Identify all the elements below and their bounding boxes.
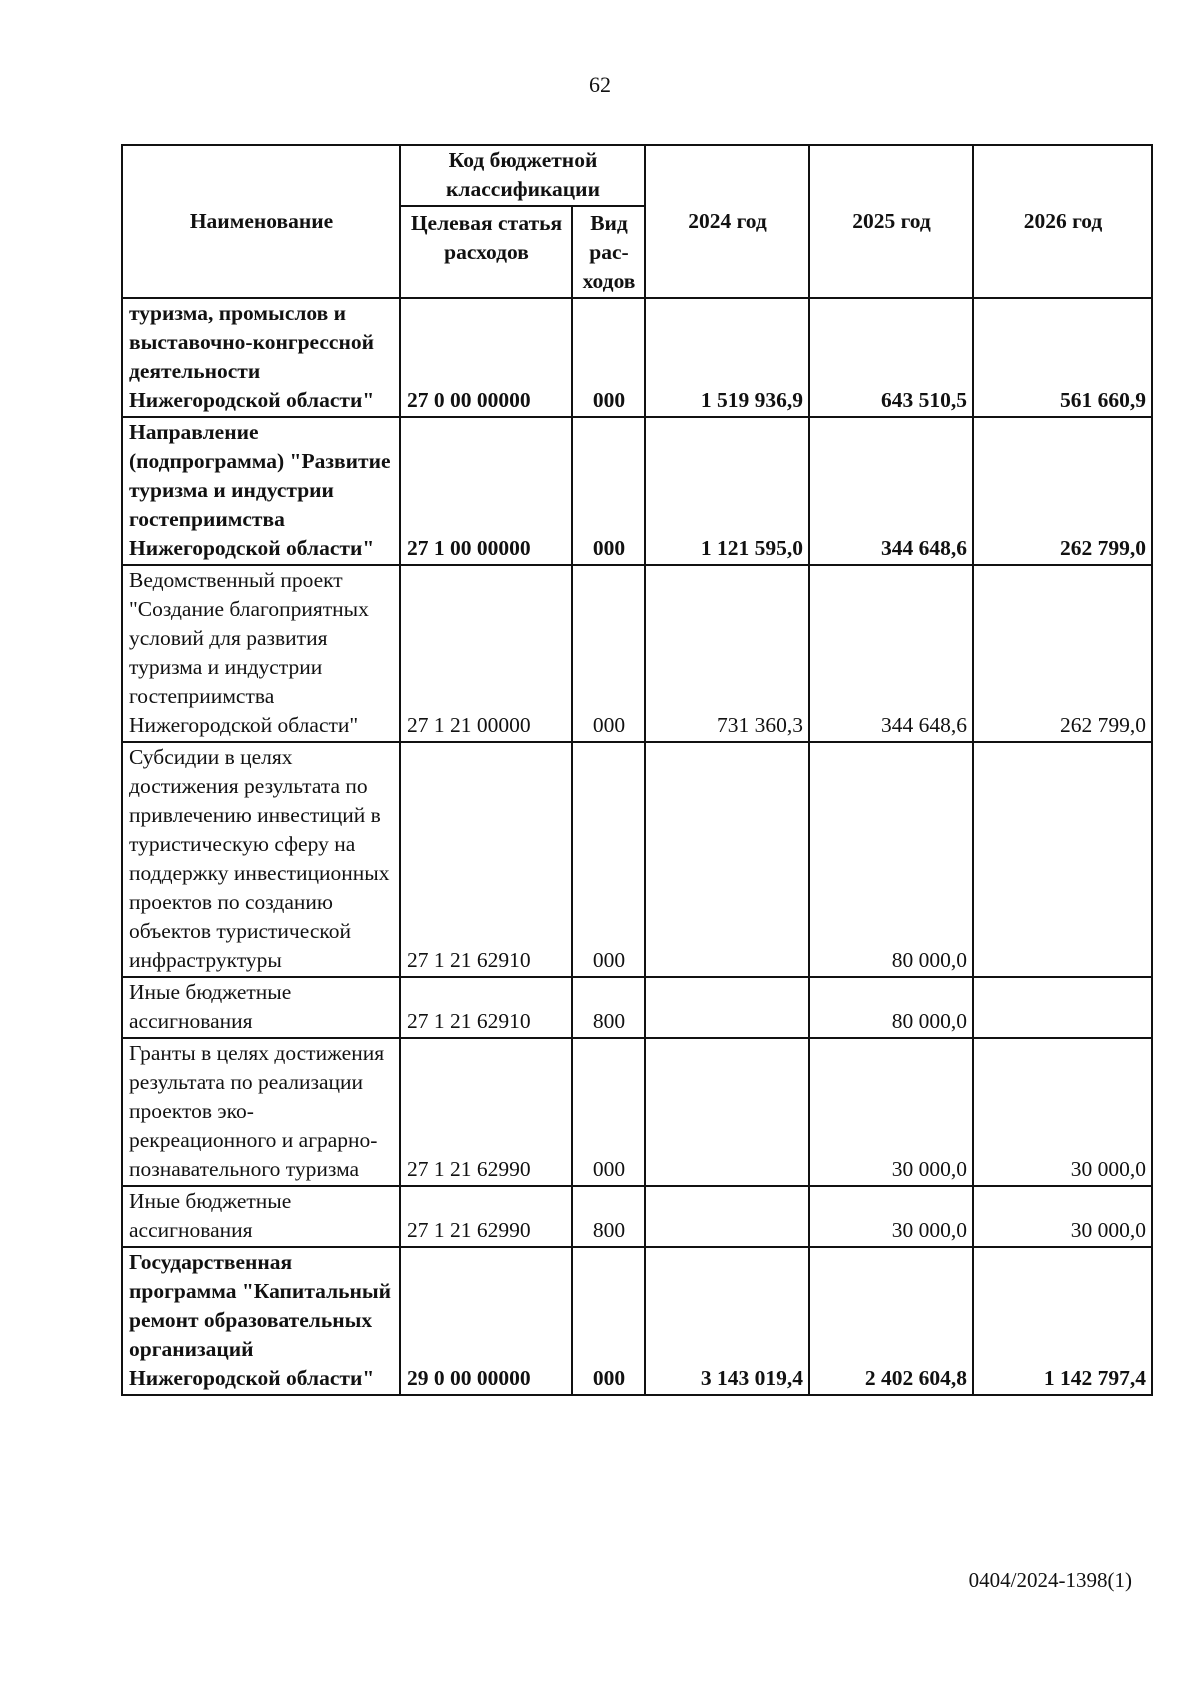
row-name-cell: Направление (подпрограмма) "Развитие туризма и индустрии гостеприимства Нижегородской области": [122, 417, 400, 565]
row-2024-amount-cell: [645, 977, 809, 1038]
row-target-article-cell: 27 1 21 00000: [400, 565, 572, 742]
row-2024-amount-cell: [645, 1186, 809, 1247]
row-name-cell: Субсидии в целях достижения результата по привлечению инвестиций в туристическую сферу на поддержку инвестиционных проектов по созданию объектов туристической инфраструктуры: [122, 742, 400, 977]
row-target-article-cell: 27 0 00 00000: [400, 298, 572, 417]
row-2024-amount-cell: 1 519 936,9: [645, 298, 809, 417]
row-name-cell: Государственная программа "Капитальный ремонт образовательных организаций Нижегородской области": [122, 1247, 400, 1395]
table-row: [122, 565, 1152, 742]
header-expense-type: Вид рас-ходов: [572, 206, 645, 298]
table-row: [122, 1186, 1152, 1247]
table-row: [122, 977, 1152, 1038]
table-row: [122, 417, 1152, 565]
header-2026: 2026 год: [973, 145, 1152, 298]
row-name-cell: Иные бюджетные ассигнования: [122, 1186, 400, 1247]
row-expense-type-cell: 000: [572, 1247, 645, 1395]
row-expense-type-cell: 000: [572, 565, 645, 742]
row-expense-type-cell: 000: [572, 742, 645, 977]
row-2024-amount-cell: 3 143 019,4: [645, 1247, 809, 1395]
row-name-cell: туризма, промыслов и выставочно-конгрессной деятельности Нижегородской области": [122, 298, 400, 417]
table-row: [122, 1247, 1152, 1395]
row-target-article-cell: 29 0 00 00000: [400, 1247, 572, 1395]
row-2025-amount-cell: 30 000,0: [809, 1038, 973, 1186]
row-target-article-cell: 27 1 21 62990: [400, 1038, 572, 1186]
row-2025-amount-cell: 80 000,0: [809, 977, 973, 1038]
row-2025-amount-cell: 344 648,6: [809, 565, 973, 742]
table-row: [122, 742, 1152, 977]
row-2025-amount-cell: 2 402 604,8: [809, 1247, 973, 1395]
row-2026-amount-cell: 30 000,0: [973, 1038, 1152, 1186]
row-name-cell: Иные бюджетные ассигнования: [122, 977, 400, 1038]
row-2026-amount-cell: [973, 742, 1152, 977]
row-2026-amount-cell: 262 799,0: [973, 417, 1152, 565]
row-expense-type-cell: 800: [572, 977, 645, 1038]
row-expense-type-cell: 000: [572, 298, 645, 417]
row-name-cell: Гранты в целях достижения результата по реализации проектов эко-рекреационного и аграрно-познавательного туризма: [122, 1038, 400, 1186]
row-2024-amount-cell: [645, 742, 809, 977]
header-2025: 2025 год: [809, 145, 973, 298]
table-row: [122, 1038, 1152, 1186]
row-expense-type-cell: 800: [572, 1186, 645, 1247]
row-2026-amount-cell: 262 799,0: [973, 565, 1152, 742]
header-name: Наименование: [122, 145, 400, 298]
row-2025-amount-cell: 30 000,0: [809, 1186, 973, 1247]
header-target-article: Целевая статья расходов: [400, 206, 572, 298]
row-2024-amount-cell: 1 121 595,0: [645, 417, 809, 565]
row-target-article-cell: 27 1 00 00000: [400, 417, 572, 565]
row-2025-amount-cell: 344 648,6: [809, 417, 973, 565]
row-expense-type-cell: 000: [572, 1038, 645, 1186]
header-classification-group: Код бюджетной классификации: [400, 145, 645, 206]
row-target-article-cell: 27 1 21 62910: [400, 977, 572, 1038]
budget-table: [121, 144, 1153, 1396]
row-name-cell: Ведомственный проект "Создание благоприятных условий для развития туризма и индустрии гостеприимства Нижегородской области": [122, 565, 400, 742]
row-2026-amount-cell: 561 660,9: [973, 298, 1152, 417]
row-2024-amount-cell: 731 360,3: [645, 565, 809, 742]
table-body: [122, 298, 1152, 1395]
table-header: [122, 145, 1152, 298]
row-2026-amount-cell: 1 142 797,4: [973, 1247, 1152, 1395]
row-2026-amount-cell: 30 000,0: [973, 1186, 1152, 1247]
row-target-article-cell: 27 1 21 62990: [400, 1186, 572, 1247]
document-code: 0404/2024-1398(1): [968, 1568, 1132, 1592]
row-2025-amount-cell: 80 000,0: [809, 742, 973, 977]
row-target-article-cell: 27 1 21 62910: [400, 742, 572, 977]
table-row: [122, 298, 1152, 417]
row-expense-type-cell: 000: [572, 417, 645, 565]
header-2024: 2024 год: [645, 145, 809, 298]
page-number: 62: [589, 72, 611, 97]
row-2026-amount-cell: [973, 977, 1152, 1038]
row-2025-amount-cell: 643 510,5: [809, 298, 973, 417]
row-2024-amount-cell: [645, 1038, 809, 1186]
